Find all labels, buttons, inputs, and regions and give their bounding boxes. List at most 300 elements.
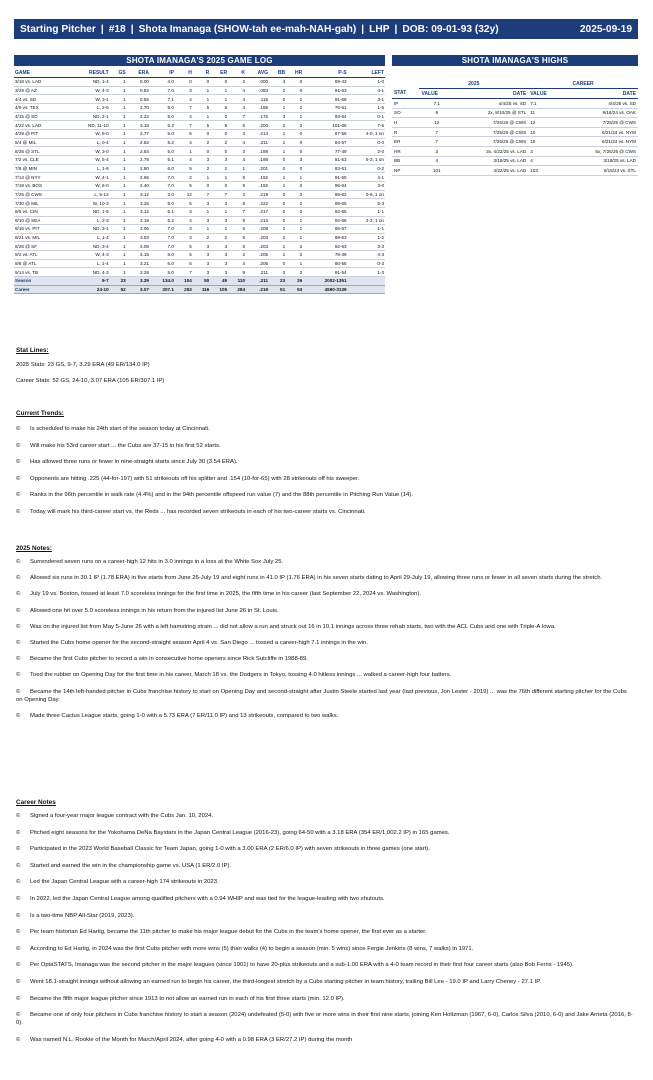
game-log-cell: 3 — [210, 216, 228, 225]
highs-cell: 9 — [419, 108, 454, 118]
game-log-cell: 7.0 — [150, 173, 175, 182]
header-throws: LHP — [369, 23, 390, 35]
game-log-cell: L, 0-4 — [68, 138, 110, 147]
game-log-cell: .214 — [246, 129, 269, 138]
game-log-column-header: ERA — [127, 68, 150, 78]
highs-row — [392, 118, 638, 128]
game-log-row — [14, 225, 385, 234]
game-log-season-row — [14, 277, 385, 286]
game-log-cell: 4/4 vs. SD — [14, 95, 68, 104]
game-log-cell: 4-1 — [348, 173, 385, 182]
header-date: 2025-09-19 — [579, 23, 632, 35]
bullet-text: Today will mark his third-career start vs. the Reds ... has recorded seven strikeouts in each of his two-career starts vs. Cincinnati. — [30, 508, 366, 515]
highs-cell: 10 — [528, 127, 563, 137]
highs-row — [392, 156, 638, 166]
game-log-cell: 3.12 — [127, 190, 150, 199]
game-log-cell: 0 — [286, 86, 303, 95]
game-log-cell: 2 — [175, 173, 193, 182]
game-log-cell: 0-6, 1 on — [348, 190, 385, 199]
game-log-cell: 2 — [269, 121, 286, 130]
game-log-cell: 1 — [110, 199, 127, 208]
game-log-cell: 1-2 — [348, 233, 385, 242]
game-log-cell: 5 — [210, 103, 228, 112]
highs-cell: SO — [392, 108, 419, 118]
bullet-icon: © — [16, 978, 21, 985]
game-log-cell: 77-49 — [303, 147, 347, 156]
game-log-cell: 4/29 @ PIT — [14, 129, 68, 138]
game-log-cell: 3-3 — [348, 242, 385, 251]
game-log-cell: 6.1 — [150, 207, 175, 216]
game-log-cell: .198 — [246, 147, 269, 156]
game-log-cell: 5/4 @ MIL — [14, 138, 68, 147]
bullet-text: Pitched eight seasons for the Yokohama DeNa Baystars in the Japan Central League (2016-23), going 64-50 with a 3.18 ERA (354 ER/1,002.2 IP) in 165 games. — [30, 829, 450, 836]
bullet-item — [16, 574, 634, 582]
game-log-cell: 3 — [210, 199, 228, 208]
game-log-cell: 89-65 — [303, 199, 347, 208]
game-log-cell: 2.54 — [127, 147, 150, 156]
game-log-row — [14, 155, 385, 164]
bullet-icon: © — [16, 508, 21, 515]
game-log-cell: 3 — [193, 216, 210, 225]
game-log-cell: 8/26 @ SF — [14, 242, 68, 251]
highs-cell: 3 — [528, 146, 563, 156]
game-log-cell: 7/13 @ NYY — [14, 173, 68, 182]
bullet-item — [16, 878, 634, 886]
game-log-season-cell: 3.29 — [127, 277, 150, 286]
highs-cell: 7 — [419, 137, 454, 147]
header-name: Shota Imanaga (SHOW-tah ee-mah-NAH-gah) — [138, 23, 357, 35]
game-log-cell: 8/21 vs. MIL — [14, 233, 68, 242]
highs-group-career: CAREER — [528, 79, 638, 89]
highs-cell: 4 — [419, 156, 454, 166]
game-log-cell: 80-55 — [303, 259, 347, 268]
game-log-career-cell: 284 — [228, 285, 246, 294]
game-log-cell: 1 — [210, 225, 228, 234]
highs-cell: 7/25/25 @ CWS — [454, 137, 528, 147]
game-log-cell: 5.2 — [150, 121, 175, 130]
highs-cell: 4/4/25 vs. SD — [454, 99, 528, 109]
game-log-cell: 1 — [110, 190, 127, 199]
game-log-cell: 4 — [228, 95, 246, 104]
bullet-item — [16, 945, 634, 953]
game-log-cell: 0 — [210, 181, 228, 190]
highs-cell: 11 — [528, 108, 563, 118]
bullet-text: Allowed one hit over 5.0 scoreless innings in his return from the injured list June 26 in St. Louis. — [30, 607, 279, 614]
header-separator: | — [361, 23, 365, 35]
highs-cell: 7/25/25 @ CWS — [454, 118, 528, 128]
highs-cell: 9/16/24 vs. OAK — [563, 108, 638, 118]
game-log-column-header: HR — [286, 68, 303, 78]
game-log-cell: 4/15 @ SD — [14, 112, 68, 121]
game-log-column-header: GAME — [14, 68, 68, 78]
career-notes-title: Career Notes — [16, 799, 56, 806]
game-log-cell: 1-1 — [348, 207, 385, 216]
game-log-career-cell: 51 — [269, 285, 286, 294]
game-log-cell: W, 5-4 — [68, 155, 110, 164]
career-notes-list — [16, 812, 634, 1052]
game-log-cell: .176 — [246, 112, 269, 121]
game-log-cell: 7.0 — [150, 86, 175, 95]
game-log-cell: 7/2 vs. CLE — [14, 155, 68, 164]
game-log-cell: 3 — [228, 129, 246, 138]
game-log-cell: 0 — [286, 207, 303, 216]
bullet-item — [16, 829, 634, 837]
game-log-cell: ND, 1-4 — [68, 78, 110, 87]
bullet-icon: © — [16, 475, 21, 482]
game-log-cell: 3 — [193, 251, 210, 260]
game-log-season-cell — [348, 277, 385, 286]
game-log-cell: 87-56 — [303, 129, 347, 138]
game-log-cell: ND, 2-1 — [68, 112, 110, 121]
game-log-cell: 4-0, 1 on — [348, 129, 385, 138]
game-log-cell: 9/2 vs. ATL — [14, 251, 68, 260]
game-log-cell: 5.0 — [150, 147, 175, 156]
bullet-text: Has allowed three runs or fewer in nine-straight starts since July 30 (3.54 ERA). — [30, 459, 238, 466]
game-log-cell: 91-68 — [303, 95, 347, 104]
game-log-season-cell: 49 — [210, 277, 228, 286]
game-log-cell: 0 — [193, 129, 210, 138]
game-log-cell: 1 — [286, 216, 303, 225]
game-log-table — [14, 68, 385, 294]
game-log-season-cell: 134.0 — [150, 277, 175, 286]
game-log-cell: 4.0 — [150, 78, 175, 87]
bullet-icon: © — [16, 459, 21, 466]
game-log-cell: 2.80 — [127, 164, 150, 173]
game-log-cell: 76-51 — [303, 103, 347, 112]
header-bar — [14, 19, 638, 39]
game-log-season-cell: 26 — [286, 277, 303, 286]
game-log-row — [14, 268, 385, 277]
game-log-cell: 3 — [286, 121, 303, 130]
game-log-row — [14, 138, 385, 147]
highs-column-header: DATE — [454, 89, 528, 99]
game-log-cell: 0 — [286, 129, 303, 138]
game-log-cell: 1 — [110, 181, 127, 190]
game-log-cell: 0 — [193, 147, 210, 156]
game-log-cell: 7/8 @ MIN — [14, 164, 68, 173]
game-log-cell: 4 — [175, 95, 193, 104]
game-log-cell: 3.15 — [127, 251, 150, 260]
game-log-cell: 1 — [286, 233, 303, 242]
game-log-cell: 3 — [286, 190, 303, 199]
game-log-cell: 6/26 @ STL — [14, 147, 68, 156]
bullet-icon: © — [16, 846, 21, 853]
game-log-cell: 2 — [269, 233, 286, 242]
game-log-cell: .198 — [246, 155, 269, 164]
game-log-cell: 84-57 — [303, 138, 347, 147]
bullet-icon: © — [16, 442, 21, 449]
game-log-cell: 8/5 vs. CIN — [14, 207, 68, 216]
game-log-cell: ND, 4-3 — [68, 268, 110, 277]
game-log-column-header: K — [228, 68, 246, 78]
bullet-icon: © — [16, 945, 21, 952]
game-log-cell: W, 9-0 — [68, 129, 110, 138]
game-log-cell: 3/18 vs. LAD — [14, 78, 68, 87]
bullet-icon: © — [16, 912, 21, 919]
game-log-cell: 1 — [286, 95, 303, 104]
game-log-cell: 8/10 @ SEA — [14, 216, 68, 225]
highs-cell: 4 — [528, 156, 563, 166]
game-log-career-cell: 53 — [286, 285, 303, 294]
game-log-cell: W, 4-3 — [68, 86, 110, 95]
game-log-cell: 0.00 — [127, 78, 150, 87]
game-log-cell: 3 — [210, 251, 228, 260]
game-log-cell: 5-3 — [348, 199, 385, 208]
game-log-cell: 1 — [110, 129, 127, 138]
game-log-cell: 2 — [228, 190, 246, 199]
bullet-icon: © — [16, 591, 21, 598]
game-log-cell: 1 — [110, 112, 127, 121]
game-log-cell: L, 1-4 — [68, 259, 110, 268]
game-log-cell: .115 — [246, 95, 269, 104]
game-log-cell: 5.0 — [150, 268, 175, 277]
highs-cell: 12 — [419, 118, 454, 128]
game-log-cell: 0 — [269, 95, 286, 104]
bullet-text: Per team historian Ed Hartig, became the 11th pitcher to make his major league debut for the Cubs in the team's home opener, the first ever as a starter. — [30, 929, 427, 936]
bullet-item — [16, 928, 634, 936]
bullet-icon: © — [16, 813, 21, 819]
game-log-cell: L, 1-4 — [68, 233, 110, 242]
game-log-cell: .203 — [246, 242, 269, 251]
game-log-cell: 3 — [193, 268, 210, 277]
game-log-cell: 2 — [286, 199, 303, 208]
game-log-cell: .208 — [246, 225, 269, 234]
game-log-cell: 92-65 — [303, 207, 347, 216]
game-log-cell: 1 — [193, 86, 210, 95]
game-log-cell: W, 10-3 — [68, 199, 110, 208]
game-log-cell: ND, 11-10 — [68, 121, 110, 130]
current-trends-title: Current Trends: — [16, 410, 64, 417]
game-log-cell: 101-66 — [303, 121, 347, 130]
bullet-item — [16, 995, 634, 1003]
bullet-icon: © — [16, 639, 21, 646]
game-log-cell: 0-3 — [348, 259, 385, 268]
game-log-cell: 0 — [193, 181, 210, 190]
game-log-column-header: P-S — [303, 68, 347, 78]
game-log-column-header: GS — [110, 68, 127, 78]
game-log-cell: 8 — [228, 199, 246, 208]
bullet-text: Allowed six runs in 30.1 IP (1.78 ERA) in five starts from June 26-July 19 and eight runs in 41.0 IP (1.76 ERA) in his seven starts dating to April 29-July 19, allowing three runs or fewer in all seven starts during the stretch. — [30, 575, 603, 582]
game-log-cell: 2 — [210, 138, 228, 147]
highs-column-header: DATE — [563, 89, 638, 99]
bullet-icon: © — [16, 712, 21, 719]
game-log-row — [14, 103, 385, 112]
highs-cell: BB — [392, 156, 419, 166]
game-log-cell: 5-3, 1 on — [348, 155, 385, 164]
game-log-cell: 0 — [175, 78, 193, 87]
game-log-cell: 1 — [110, 147, 127, 156]
game-log-cell: 3.08 — [127, 242, 150, 251]
header-separator: | — [100, 23, 104, 35]
game-log-cell: 1 — [210, 86, 228, 95]
game-log-cell: .000 — [246, 78, 269, 87]
game-log-cell: 91-55 — [303, 173, 347, 182]
game-log-cell: 1 — [269, 251, 286, 260]
game-log-cell: 0 — [193, 78, 210, 87]
game-log-cell: 0 — [210, 129, 228, 138]
notes-2025-list — [16, 558, 634, 728]
game-log-row — [14, 190, 385, 199]
game-log-cell: 1 — [269, 138, 286, 147]
game-log-cell: 3-1 — [348, 95, 385, 104]
game-log-cell: ND, 3-1 — [68, 225, 110, 234]
game-log-cell: 7/19 vs. BOS — [14, 181, 68, 190]
game-log-cell: 4 — [228, 103, 246, 112]
bullet-text: Was on the injured list from May 5-June 26 with a left hamstring strain ... did not allow a run and struck out 16 in 10.1 innings across three rehab starts, two with the ACL Cubs and one with Triple-A Iowa. — [30, 623, 556, 630]
game-log-cell: 3 — [210, 259, 228, 268]
game-log-cell: 9/8 @ ATL — [14, 259, 68, 268]
game-log-cell: 0 — [269, 268, 286, 277]
game-log-cell: L, 2-3 — [68, 216, 110, 225]
game-log-cell: 3 — [269, 112, 286, 121]
game-log-row — [14, 216, 385, 225]
game-log-cell: 98-63 — [303, 233, 347, 242]
game-log-cell: 0 — [269, 207, 286, 216]
game-log-cell: 81-53 — [303, 155, 347, 164]
game-log-cell: 0.82 — [127, 86, 150, 95]
game-log-body — [14, 78, 385, 294]
game-log-cell: 1 — [210, 95, 228, 104]
game-log-cell: 1 — [269, 129, 286, 138]
game-log-cell: 2.77 — [127, 129, 150, 138]
game-log-cell: 4 — [175, 216, 193, 225]
game-log-cell: 1 — [110, 242, 127, 251]
game-log-cell: .169 — [246, 103, 269, 112]
highs-cell: R — [392, 127, 419, 137]
game-log-cell: 2.82 — [127, 138, 150, 147]
game-log-cell: 5 — [193, 103, 210, 112]
highs-row — [392, 99, 638, 109]
game-log-cell: 2 — [228, 78, 246, 87]
game-log-cell: 0 — [286, 78, 303, 87]
game-log-cell: 0 — [269, 164, 286, 173]
bullet-item — [16, 1036, 634, 1044]
game-log-cell: 8/16 vs. PIT — [14, 225, 68, 234]
game-log-cell: 3 — [286, 155, 303, 164]
game-log-cell: 7.0 — [150, 242, 175, 251]
game-log-cell: W, 3-1 — [68, 95, 110, 104]
bullet-text: Surrendered seven runs on a career-high 12 hits in 3.0 innings in a loss at the White Sox July 25. — [30, 559, 284, 565]
bullet-icon: © — [16, 829, 21, 836]
bullet-item — [16, 845, 634, 853]
game-log-cell: 0 — [210, 78, 228, 87]
game-log-cell: 7.1 — [150, 95, 175, 104]
game-log-cell: 3 — [193, 259, 210, 268]
bullet-icon: © — [16, 688, 21, 695]
highs-cell: 3x, 4/22/25 vs. LAD — [454, 146, 528, 156]
game-log-cell: W, 4-1 — [68, 173, 110, 182]
bullet-item — [16, 895, 634, 903]
game-log-cell: 6.2 — [150, 216, 175, 225]
game-log-row — [14, 233, 385, 242]
game-log-cell: L, 2-6 — [68, 103, 110, 112]
game-log-cell: 5.0 — [150, 112, 175, 121]
game-log-career-cell: 24-10 — [68, 285, 110, 294]
highs-cell: 2x, 8/10/25 @ STL — [454, 108, 528, 118]
game-log-cell: 7.0 — [150, 233, 175, 242]
bullet-text: In 2022, led the Japan Central League among qualified pitchers with a 0.94 WHIP and was tied for the league-leading with two shutouts. — [30, 895, 385, 902]
game-log-cell: 6.0 — [150, 251, 175, 260]
game-log-cell: ND, 1-5 — [68, 207, 110, 216]
header-role: Starting Pitcher — [20, 23, 96, 35]
game-log-cell: .201 — [246, 164, 269, 173]
game-log-cell: 92-63 — [303, 242, 347, 251]
game-log-cell: 5 — [193, 121, 210, 130]
bullet-icon: © — [16, 1012, 21, 1019]
game-log-cell: L, 5-12 — [68, 190, 110, 199]
game-log-cell: 0 — [286, 164, 303, 173]
game-log-column-header: BB — [269, 68, 286, 78]
game-log-title: SHOTA IMANAGA'S 2025 GAME LOG — [14, 55, 385, 66]
bullet-text: Per OptaSTATS, Imanaga was the second pitcher in the major leagues (since 1901) to have 20-plus strikeouts and a sub-1.00 ERA with a 4-0 team record in their first four career starts (also Bob Ferris - 1945). — [30, 962, 574, 969]
highs-cell: H — [392, 118, 419, 128]
game-log-cell: 1 — [110, 173, 127, 182]
game-log-cell: .217 — [246, 207, 269, 216]
game-log-column-header: AVG — [246, 68, 269, 78]
game-log-cell: 1 — [269, 181, 286, 190]
game-log-cell: 91-63 — [303, 86, 347, 95]
game-log-cell: 3.19 — [127, 216, 150, 225]
game-log-cell: 2-3, 1 on — [348, 216, 385, 225]
bullet-text: Became the 14th left-handed pitcher in Cubs franchise history to start on Opening Day and second-straight after Justin Steele started last year (last previous, Jon Lester - 2019) ... was the 76th different starting pitcher for the Cubs on Opening Day. — [16, 688, 627, 703]
game-log-cell: 1 — [110, 95, 127, 104]
game-log-cell: 1 — [228, 164, 246, 173]
game-log-cell: 0 — [269, 199, 286, 208]
game-log-cell: 2.70 — [127, 103, 150, 112]
game-log-column-header: LEFT — [348, 68, 385, 78]
highs-column-header: STAT — [392, 89, 419, 99]
game-log-cell: 5.1 — [150, 155, 175, 164]
game-log-cell: 1-1 — [348, 225, 385, 234]
game-log-cell: 2 — [286, 242, 303, 251]
stat-lines-title: Stat Lines: — [16, 347, 49, 354]
game-log-cell: 6.0 — [150, 259, 175, 268]
game-log-cell: 1 — [193, 225, 210, 234]
game-log-row — [14, 207, 385, 216]
game-log-cell: 1 — [110, 268, 127, 277]
game-log-cell: 3.0 — [150, 190, 175, 199]
game-log-cell: 1 — [110, 155, 127, 164]
game-log-season-cell: .211 — [246, 277, 269, 286]
game-log-cell: 5.0 — [150, 129, 175, 138]
game-log-cell: 0 — [286, 147, 303, 156]
bullet-text: Participated in the 2023 World Baseball Classic for Team Japan, going 1-0 with a 3.00 ERA (2 ER/6.0 IP) with seven strikeouts in three games (one start). — [30, 846, 430, 853]
game-log-cell: 6 — [228, 121, 246, 130]
game-log-cell: 3.18 — [127, 121, 150, 130]
game-log-career-cell: 3.07 — [127, 285, 150, 294]
bullet-text: Went 18.1-straight innings without allowing an earned run to begin his career, the third-longest stretch by a Cubs starting pitcher in team history, trailing Bill Lee - 19.0 IP and Larry Cheney - 27.1 IP. — [30, 978, 542, 985]
game-log-cell: L, 1-8 — [68, 164, 110, 173]
game-log-cell: 2 — [210, 233, 228, 242]
game-log-cell: 85-57 — [303, 225, 347, 234]
game-log-row — [14, 181, 385, 190]
game-log-cell: 5 — [175, 181, 193, 190]
highs-cell: 103 — [528, 166, 563, 176]
game-log-cell: 1 — [286, 259, 303, 268]
game-log-cell: 2 — [286, 103, 303, 112]
bullet-icon: © — [16, 995, 21, 1002]
game-log-career-row — [14, 285, 385, 294]
bullet-item — [16, 607, 634, 615]
highs-cell: ER — [392, 137, 419, 147]
bullet-text: Signed a four-year major league contract with the Cubs Jan. 10, 2024. — [30, 813, 214, 819]
bullet-icon: © — [16, 962, 21, 969]
game-log-cell: 3 — [193, 242, 210, 251]
game-log-cell: W, 4-3 — [68, 251, 110, 260]
game-log-season-cell: 9-7 — [68, 277, 110, 286]
bullet-item — [16, 961, 634, 969]
game-log-cell: .211 — [246, 138, 269, 147]
